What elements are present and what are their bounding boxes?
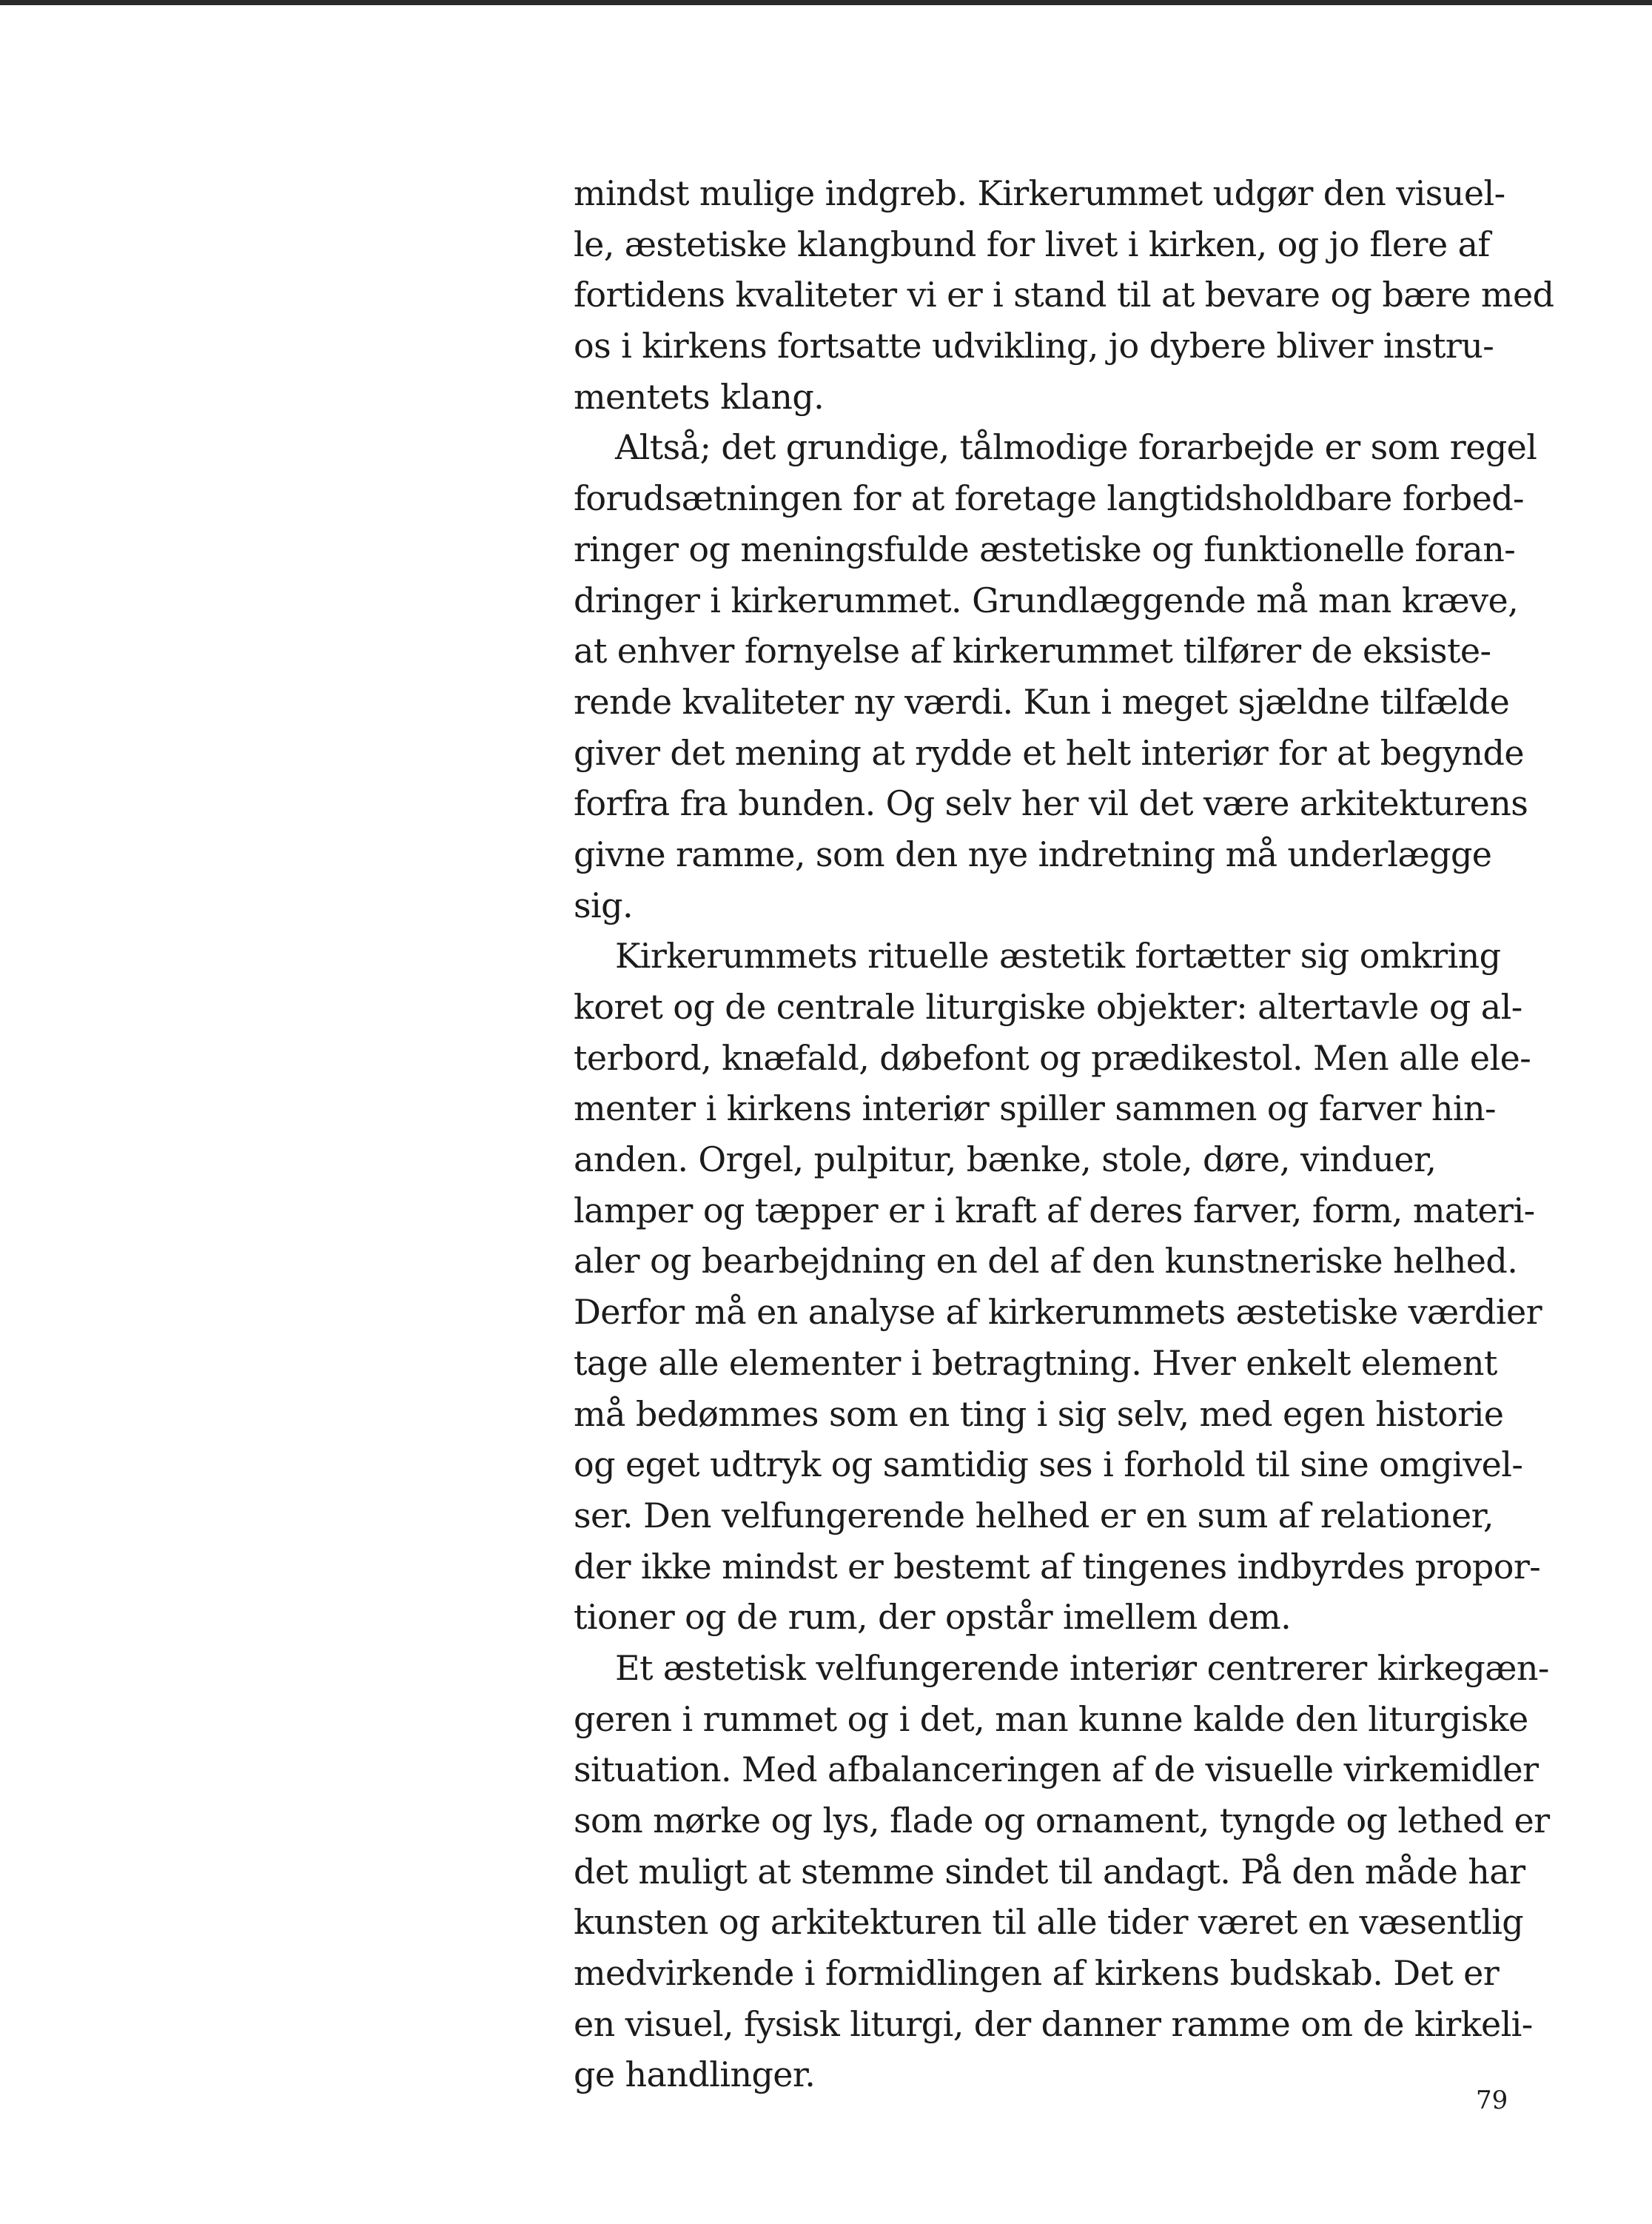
body-text <box>574 168 1554 2100</box>
text-line: må bedømmes som en ting i sig selv, med egen historie <box>574 1393 1504 1434</box>
text-line: der ikke mindst er bestemt af tingenes indbyrdes propor- <box>574 1546 1541 1587</box>
text-line: rende kvaliteter ny værdi. Kun i meget sjældne tilfælde <box>574 681 1510 722</box>
text-line: det muligt at stemme sindet til andagt. På den måde har <box>574 1851 1525 1892</box>
text-line: en visuel, fysisk liturgi, der danner ramme om de kirkeli- <box>574 2003 1533 2044</box>
text-line: forfra fra bunden. Og selv her vil det være arkitekturens <box>574 783 1528 824</box>
text-line: ser. Den velfungerende helhed er en sum af relationer, <box>574 1495 1494 1535</box>
text-line: le, æstetiske klangbund for livet i kirken, og jo flere af <box>574 224 1490 264</box>
text-line: givne ramme, som den nye indretning må underlægge <box>574 834 1492 874</box>
text-line: Derfor må en analyse af kirkerummets æstetiske værdier <box>574 1292 1542 1333</box>
text-line: kunsten og arkitekturen til alle tider været en væsentlig <box>574 1902 1524 1943</box>
text-line: medvirkende i formidlingen af kirkens budskab. Det er <box>574 1953 1500 1994</box>
text-line: menter i kirkens interiør spiller sammen og farver hin- <box>574 1088 1496 1129</box>
text-line: ringer og meningsfulde æstetiske og funktionelle foran- <box>574 529 1516 569</box>
text-line: aler og bearbejdning en del af den kunstneriske helhed. <box>574 1241 1518 1282</box>
text-line: Et æstetisk velfungerende interiør centrerer kirkegæn- <box>615 1647 1549 1688</box>
text-line: mentets klang. <box>574 376 825 417</box>
text-line: mindst mulige indgreb. Kirkerummet udgør den visuel- <box>574 173 1505 213</box>
text-line: situation. Med afbalanceringen af de visuelle virkemidler <box>574 1749 1539 1790</box>
text-line: giver det mening at rydde et helt interiør for at begynde <box>574 732 1524 773</box>
text-line: fortidens kvaliteter vi er i stand til at bevare og bære med <box>574 275 1554 315</box>
text-line: anden. Orgel, pulpitur, bænke, stole, døre, vinduer, <box>574 1139 1437 1180</box>
text-line: ge handlinger. <box>574 2054 816 2095</box>
text-line: geren i rummet og i det, man kunne kalde den liturgiske <box>574 1698 1528 1739</box>
page-number: 79 <box>1476 2086 1508 2115</box>
text-line: Altså; det grundige, tålmodige forarbejde er som regel <box>615 427 1537 468</box>
text-line: forudsætningen for at foretage langtidsholdbare forbed- <box>574 478 1524 519</box>
text-line: og eget udtryk og samtidig ses i forhold til sine omgivel- <box>574 1444 1523 1485</box>
text-line: Kirkerummets rituelle æstetik fortætter sig omkring <box>615 936 1501 977</box>
text-line: lamper og tæpper er i kraft af deres farver, form, materi- <box>574 1190 1535 1230</box>
text-line: tage alle elementer i betragtning. Hver enkelt element <box>574 1342 1497 1383</box>
text-line: dringer i kirkerummet. Grundlæggende må man kræve, <box>574 580 1519 620</box>
text-line: terbord, knæfald, døbefont og prædikestol. Men alle ele- <box>574 1037 1531 1078</box>
text-line: tioner og de rum, der opstår imellem dem. <box>574 1597 1292 1638</box>
text-line: os i kirkens fortsatte udvikling, jo dybere bliver instru- <box>574 326 1494 366</box>
text-line: som mørke og lys, flade og ornament, tyngde og lethed er <box>574 1801 1550 1841</box>
text-line: sig. <box>574 885 633 925</box>
text-line: at enhver fornyelse af kirkerummet tilfører de eksiste- <box>574 631 1491 671</box>
top-edge-rule <box>0 0 1652 5</box>
text-line: koret og de centrale liturgiske objekter: altertavle og al- <box>574 987 1522 1027</box>
